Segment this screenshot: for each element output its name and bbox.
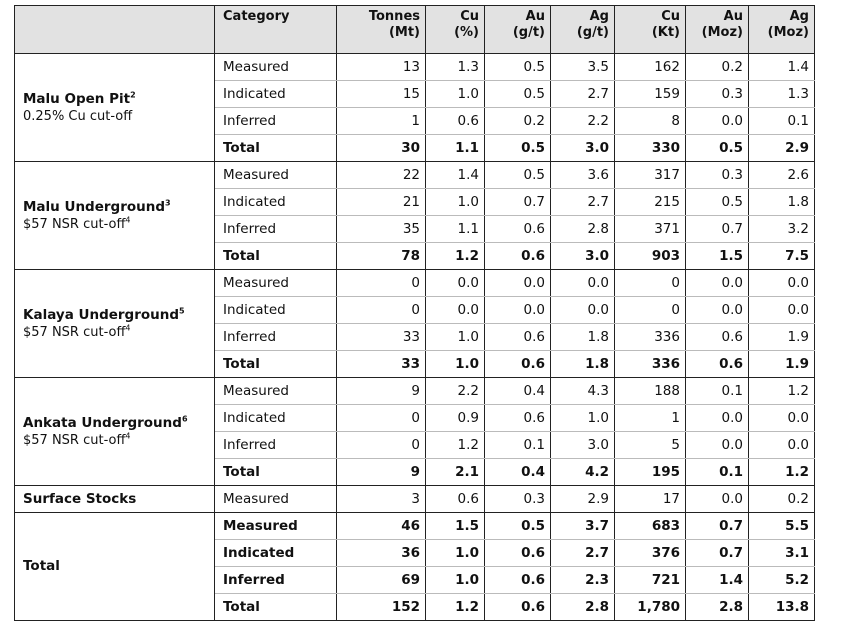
au-gt-cell: 0.3 xyxy=(485,486,551,513)
tonnes-cell: 22 xyxy=(337,162,426,189)
au-moz-cell: 0.5 xyxy=(686,135,749,162)
au-moz-cell: 0.0 xyxy=(686,486,749,513)
au-moz-cell: 0.0 xyxy=(686,405,749,432)
header-ag-moz: Ag (Moz) xyxy=(749,6,815,54)
footnote-marker: 5 xyxy=(179,306,185,315)
cu-pct-cell: 1.2 xyxy=(426,432,485,459)
cu-pct-cell: 1.1 xyxy=(426,216,485,243)
category-cell: Total xyxy=(215,243,337,270)
category-cell: Total xyxy=(215,135,337,162)
group-name: Malu Underground$^3$ xyxy=(23,198,171,215)
tonnes-cell: 78 xyxy=(337,243,426,270)
category-cell: Indicated xyxy=(215,81,337,108)
ag-gt-cell: 2.9 xyxy=(551,486,615,513)
cu-pct-cell: 1.0 xyxy=(426,324,485,351)
ag-moz-cell: 0.1 xyxy=(749,108,815,135)
au-gt-cell: 0.6 xyxy=(485,351,551,378)
category-cell: Measured xyxy=(215,378,337,405)
au-moz-cell: 0.0 xyxy=(686,432,749,459)
ag-gt-cell: 1.8 xyxy=(551,324,615,351)
tonnes-cell: 15 xyxy=(337,81,426,108)
au-moz-cell: 0.1 xyxy=(686,378,749,405)
au-gt-cell: 0.6 xyxy=(485,216,551,243)
tonnes-cell: 3 xyxy=(337,486,426,513)
au-moz-cell: 0.6 xyxy=(686,351,749,378)
group-name: Surface Stocks xyxy=(23,490,137,507)
cu-pct-cell: 0.0 xyxy=(426,297,485,324)
au-moz-cell: 0.0 xyxy=(686,297,749,324)
cu-pct-cell: 1.0 xyxy=(426,351,485,378)
ag-moz-cell: 1.3 xyxy=(749,81,815,108)
au-moz-cell: 0.1 xyxy=(686,459,749,486)
au-gt-cell: 0.7 xyxy=(485,189,551,216)
au-gt-cell: 0.6 xyxy=(485,243,551,270)
ag-gt-cell: 0.0 xyxy=(551,270,615,297)
tonnes-cell: 0 xyxy=(337,297,426,324)
tonnes-cell: 69 xyxy=(337,567,426,594)
cu-kt-cell: 0 xyxy=(615,297,686,324)
au-moz-cell: 0.0 xyxy=(686,270,749,297)
au-moz-cell: 0.7 xyxy=(686,216,749,243)
tonnes-cell: 36 xyxy=(337,540,426,567)
au-gt-cell: 0.6 xyxy=(485,567,551,594)
category-cell: Measured xyxy=(215,54,337,81)
ag-moz-cell: 7.5 xyxy=(749,243,815,270)
cu-pct-cell: 0.9 xyxy=(426,405,485,432)
cu-kt-cell: 376 xyxy=(615,540,686,567)
au-gt-cell: 0.6 xyxy=(485,324,551,351)
cu-kt-cell: 215 xyxy=(615,189,686,216)
cu-pct-cell: 1.1 xyxy=(426,135,485,162)
ag-moz-cell: 1.2 xyxy=(749,378,815,405)
header-cu-kt: Cu (Kt) xyxy=(615,6,686,54)
tonnes-cell: 30 xyxy=(337,135,426,162)
cu-kt-cell: 0 xyxy=(615,270,686,297)
ag-moz-cell: 1.9 xyxy=(749,351,815,378)
cu-kt-cell: 336 xyxy=(615,324,686,351)
ag-moz-cell: 5.2 xyxy=(749,567,815,594)
footnote-marker: 4 xyxy=(125,431,131,441)
cu-pct-cell: 1.2 xyxy=(426,594,485,621)
group-label xyxy=(15,54,215,162)
cu-pct-cell: 0.6 xyxy=(426,486,485,513)
au-gt-cell: 0.6 xyxy=(485,405,551,432)
category-cell: Inferred xyxy=(215,216,337,243)
ag-moz-cell: 1.9 xyxy=(749,324,815,351)
au-gt-cell: 0.6 xyxy=(485,594,551,621)
category-cell: Measured xyxy=(215,486,337,513)
au-gt-cell: 0.5 xyxy=(485,135,551,162)
ag-moz-cell: 3.1 xyxy=(749,540,815,567)
group-label xyxy=(15,162,215,270)
cu-kt-cell: 1,780 xyxy=(615,594,686,621)
ag-moz-cell: 0.2 xyxy=(749,486,815,513)
ag-gt-cell: 2.3 xyxy=(551,567,615,594)
au-gt-cell: 0.6 xyxy=(485,540,551,567)
header-row xyxy=(15,6,815,54)
cu-pct-cell: 1.5 xyxy=(426,513,485,540)
au-gt-cell: 0.4 xyxy=(485,459,551,486)
group-label xyxy=(15,513,215,621)
au-moz-cell: 1.5 xyxy=(686,243,749,270)
tonnes-cell: 0 xyxy=(337,405,426,432)
au-moz-cell: 0.0 xyxy=(686,108,749,135)
tonnes-cell: 33 xyxy=(337,324,426,351)
cu-kt-cell: 5 xyxy=(615,432,686,459)
ag-moz-cell: 3.2 xyxy=(749,216,815,243)
resource-table xyxy=(14,5,815,621)
category-cell: Measured xyxy=(215,162,337,189)
table-row xyxy=(15,162,815,189)
category-cell: Total xyxy=(215,351,337,378)
header-tonnes: Tonnes (Mt) xyxy=(337,6,426,54)
cu-pct-cell: 1.0 xyxy=(426,540,485,567)
au-gt-cell: 0.0 xyxy=(485,270,551,297)
category-cell: Total xyxy=(215,594,337,621)
ag-moz-cell: 1.4 xyxy=(749,54,815,81)
ag-moz-cell: 13.8 xyxy=(749,594,815,621)
ag-moz-cell: 5.5 xyxy=(749,513,815,540)
au-gt-cell: 0.5 xyxy=(485,513,551,540)
ag-gt-cell: 3.7 xyxy=(551,513,615,540)
footnote-marker: 2 xyxy=(130,90,136,99)
cu-kt-cell: 683 xyxy=(615,513,686,540)
table-row xyxy=(15,513,815,540)
ag-moz-cell: 2.6 xyxy=(749,162,815,189)
footnote-marker: 4 xyxy=(125,215,131,225)
cu-kt-cell: 188 xyxy=(615,378,686,405)
group-cutoff: $57 NSR cut-off$^4$ xyxy=(23,323,131,340)
au-gt-cell: 0.0 xyxy=(485,297,551,324)
cu-pct-cell: 1.0 xyxy=(426,567,485,594)
footnote-marker: 3 xyxy=(165,198,171,207)
header-blank xyxy=(15,6,215,54)
ag-gt-cell: 3.0 xyxy=(551,243,615,270)
cu-pct-cell: 1.3 xyxy=(426,54,485,81)
tonnes-cell: 33 xyxy=(337,351,426,378)
ag-gt-cell: 2.7 xyxy=(551,189,615,216)
footnote-marker: 6 xyxy=(181,414,188,423)
group-label xyxy=(15,378,215,486)
tonnes-cell: 35 xyxy=(337,216,426,243)
tonnes-cell: 9 xyxy=(337,459,426,486)
header-cu-pct: Cu (%) xyxy=(426,6,485,54)
cu-kt-cell: 159 xyxy=(615,81,686,108)
group-name: Ankata Underground$^6$ xyxy=(23,414,188,431)
cu-kt-cell: 336 xyxy=(615,351,686,378)
group-label xyxy=(15,486,215,513)
tonnes-cell: 46 xyxy=(337,513,426,540)
ag-moz-cell: 1.2 xyxy=(749,459,815,486)
ag-gt-cell: 1.8 xyxy=(551,351,615,378)
group-label xyxy=(15,270,215,378)
ag-gt-cell: 2.7 xyxy=(551,540,615,567)
cu-pct-cell: 1.4 xyxy=(426,162,485,189)
ag-moz-cell: 0.0 xyxy=(749,297,815,324)
cu-kt-cell: 721 xyxy=(615,567,686,594)
ag-gt-cell: 3.0 xyxy=(551,432,615,459)
au-moz-cell: 0.5 xyxy=(686,189,749,216)
au-moz-cell: 0.7 xyxy=(686,540,749,567)
category-cell: Inferred xyxy=(215,432,337,459)
cu-kt-cell: 903 xyxy=(615,243,686,270)
cu-kt-cell: 330 xyxy=(615,135,686,162)
category-cell: Total xyxy=(215,459,337,486)
cu-kt-cell: 8 xyxy=(615,108,686,135)
au-gt-cell: 0.4 xyxy=(485,378,551,405)
au-gt-cell: 0.5 xyxy=(485,54,551,81)
header-category: Category xyxy=(215,6,337,54)
ag-gt-cell: 3.0 xyxy=(551,135,615,162)
ag-gt-cell: 4.3 xyxy=(551,378,615,405)
ag-moz-cell: 2.9 xyxy=(749,135,815,162)
ag-gt-cell: 0.0 xyxy=(551,297,615,324)
category-cell: Indicated xyxy=(215,297,337,324)
au-moz-cell: 0.3 xyxy=(686,162,749,189)
tonnes-cell: 0 xyxy=(337,432,426,459)
au-moz-cell: 1.4 xyxy=(686,567,749,594)
ag-gt-cell: 2.8 xyxy=(551,216,615,243)
ag-moz-cell: 0.0 xyxy=(749,432,815,459)
footnote-marker: 4 xyxy=(125,323,131,333)
group-cutoff: $57 NSR cut-off$^4$ xyxy=(23,215,131,232)
category-cell: Inferred xyxy=(215,108,337,135)
au-moz-cell: 2.8 xyxy=(686,594,749,621)
cu-pct-cell: 0.0 xyxy=(426,270,485,297)
category-cell: Indicated xyxy=(215,405,337,432)
au-moz-cell: 0.3 xyxy=(686,81,749,108)
ag-moz-cell: 0.0 xyxy=(749,270,815,297)
au-gt-cell: 0.5 xyxy=(485,162,551,189)
au-gt-cell: 0.2 xyxy=(485,108,551,135)
category-cell: Inferred xyxy=(215,324,337,351)
au-gt-cell: 0.5 xyxy=(485,81,551,108)
cu-kt-cell: 371 xyxy=(615,216,686,243)
ag-gt-cell: 3.6 xyxy=(551,162,615,189)
table-row xyxy=(15,378,815,405)
tonnes-cell: 152 xyxy=(337,594,426,621)
category-cell: Indicated xyxy=(215,189,337,216)
header-ag-gt: Ag (g/t) xyxy=(551,6,615,54)
ag-gt-cell: 1.0 xyxy=(551,405,615,432)
cu-pct-cell: 1.2 xyxy=(426,243,485,270)
cu-pct-cell: 1.0 xyxy=(426,81,485,108)
table-body xyxy=(15,54,815,621)
category-cell: Measured xyxy=(215,270,337,297)
ag-moz-cell: 0.0 xyxy=(749,405,815,432)
group-cutoff: 0.25% Cu cut-off xyxy=(23,108,133,124)
tonnes-cell: 0 xyxy=(337,270,426,297)
tonnes-cell: 9 xyxy=(337,378,426,405)
ag-gt-cell: 4.2 xyxy=(551,459,615,486)
group-name: Malu Open Pit$^2$ xyxy=(23,90,136,107)
ag-gt-cell: 2.7 xyxy=(551,81,615,108)
table-row xyxy=(15,54,815,81)
header-au-moz: Au (Moz) xyxy=(686,6,749,54)
group-name: Total xyxy=(23,558,60,574)
au-moz-cell: 0.2 xyxy=(686,54,749,81)
cu-kt-cell: 317 xyxy=(615,162,686,189)
ag-moz-cell: 1.8 xyxy=(749,189,815,216)
category-cell: Inferred xyxy=(215,567,337,594)
header-au-gt: Au (g/t) xyxy=(485,6,551,54)
cu-pct-cell: 2.1 xyxy=(426,459,485,486)
category-cell: Measured xyxy=(215,513,337,540)
category-cell: Indicated xyxy=(215,540,337,567)
cu-kt-cell: 195 xyxy=(615,459,686,486)
tonnes-cell: 21 xyxy=(337,189,426,216)
group-cutoff: $57 NSR cut-off$^4$ xyxy=(23,431,131,448)
cu-kt-cell: 17 xyxy=(615,486,686,513)
table-row xyxy=(15,486,815,513)
cu-kt-cell: 162 xyxy=(615,54,686,81)
ag-gt-cell: 2.8 xyxy=(551,594,615,621)
tonnes-cell: 13 xyxy=(337,54,426,81)
ag-gt-cell: 3.5 xyxy=(551,54,615,81)
au-moz-cell: 0.6 xyxy=(686,324,749,351)
au-gt-cell: 0.1 xyxy=(485,432,551,459)
table-row xyxy=(15,270,815,297)
au-moz-cell: 0.7 xyxy=(686,513,749,540)
cu-pct-cell: 2.2 xyxy=(426,378,485,405)
cu-pct-cell: 0.6 xyxy=(426,108,485,135)
ag-gt-cell: 2.2 xyxy=(551,108,615,135)
cu-pct-cell: 1.0 xyxy=(426,189,485,216)
cu-kt-cell: 1 xyxy=(615,405,686,432)
group-name: Kalaya Underground$^5$ xyxy=(23,306,185,323)
tonnes-cell: 1 xyxy=(337,108,426,135)
